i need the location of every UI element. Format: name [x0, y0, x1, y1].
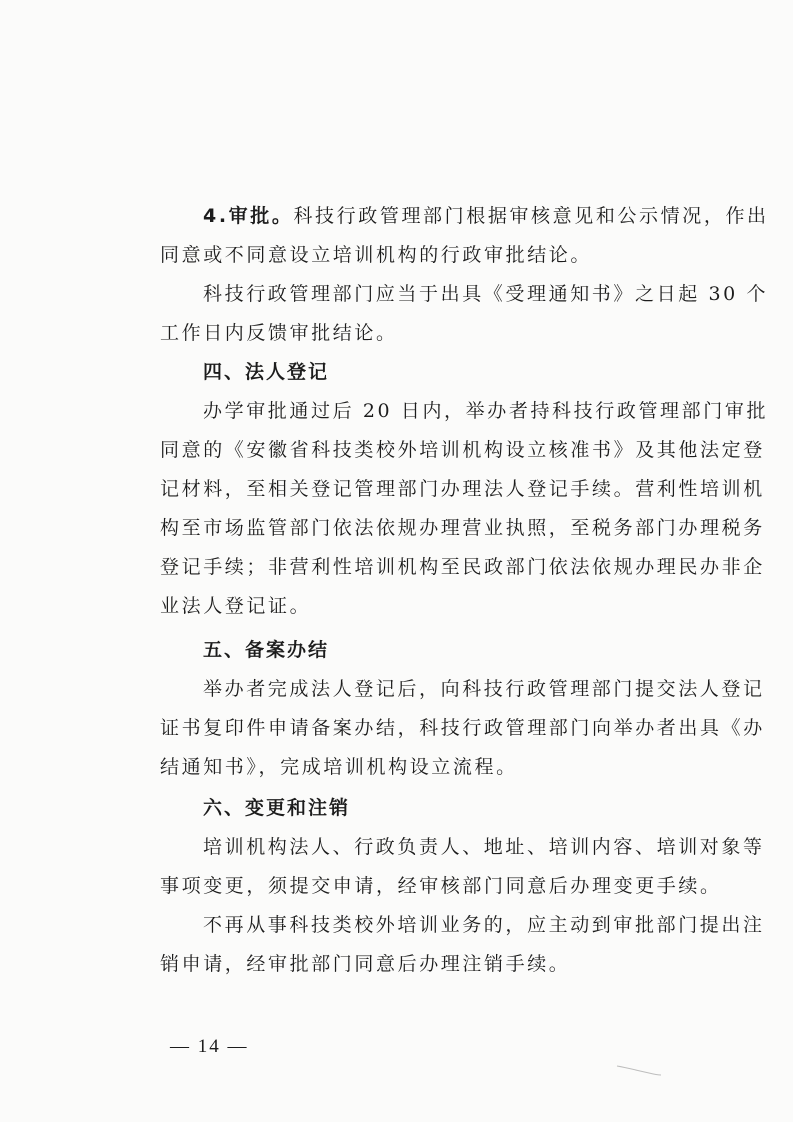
section-4-line-2: 同意或不同意设立培训机构的行政审批结论。 — [160, 244, 593, 266]
section-4-text: 科技行政管理部门根据审核意见和公示情况，作出 — [293, 205, 769, 227]
registration-line-4: 构至市场监管部门依法依规办理营业执照，至税务部门办理税务 — [160, 517, 765, 539]
registration-line-1: 办学审批通过后 20 日内，举办者持科技行政管理部门审批 — [203, 400, 769, 422]
heading-filing: 五、备案办结 — [203, 639, 330, 661]
section-4-line-1 — [203, 204, 769, 228]
change-line-2: 事项变更，须提交申请，经审核部门同意后办理变更手续。 — [160, 875, 722, 897]
deadline-line-1: 科技行政管理部门应当于出具《受理通知书》之日起 30 个 — [203, 283, 769, 305]
cancel-line-2: 销申请，经审批部门同意后办理注销手续。 — [160, 953, 571, 975]
filing-line-1: 举办者完成法人登记后，向科技行政管理部门提交法人登记 — [203, 678, 765, 700]
registration-line-3: 记材料，至相关登记管理部门办理法人登记手续。营利性培训机 — [160, 478, 765, 500]
heading-change-cancel: 六、变更和注销 — [203, 797, 351, 819]
registration-line-6: 业法人登记证。 — [160, 595, 312, 617]
heading-legal-registration: 四、法人登记 — [203, 361, 330, 383]
deadline-line-2: 工作日内反馈审批结论。 — [160, 322, 398, 344]
cancel-line-1: 不再从事科技类校外培训业务的，应主动到审批部门提出注 — [203, 914, 765, 936]
change-line-1: 培训机构法人、行政负责人、地址、培训内容、培训对象等 — [203, 836, 765, 858]
page-number: — 14 — — [170, 1036, 249, 1057]
filing-line-3: 结通知书》，完成培训机构设立流程。 — [160, 756, 518, 778]
registration-line-5: 登记手续；非营利性培训机构至民政部门依法依规办理民办非企 — [160, 556, 765, 578]
section-4-label: 4.审批。 — [203, 205, 294, 227]
registration-line-2: 同意的《安徽省科技类校外培训机构设立核准书》及其他法定登 — [160, 439, 765, 461]
filing-line-2: 证书复印件申请备案办结，科技行政管理部门向举办者出具《办 — [160, 717, 765, 739]
scan-artifact-mark — [615, 1063, 663, 1077]
